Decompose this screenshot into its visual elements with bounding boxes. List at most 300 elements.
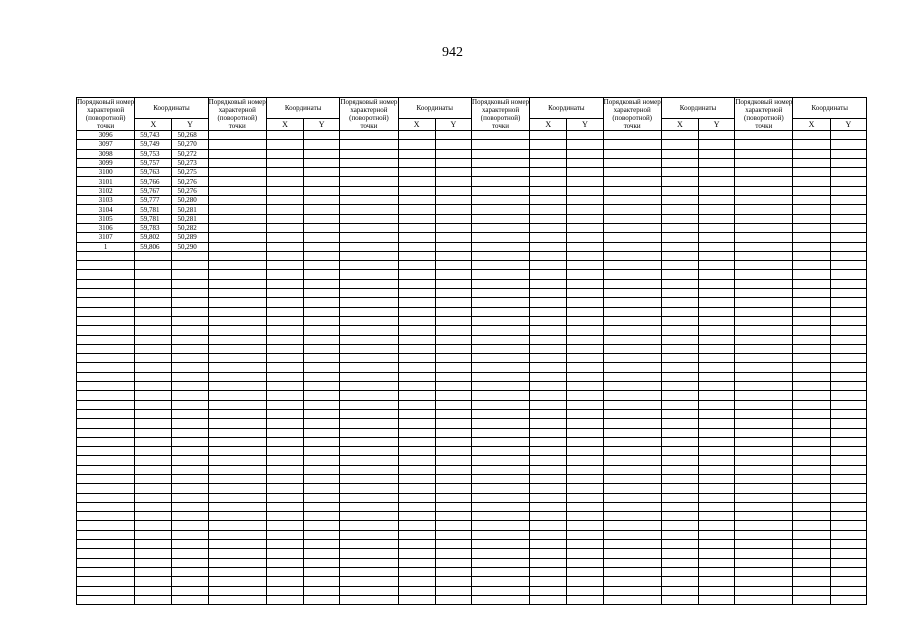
cell-point-number [735, 502, 793, 511]
table-row [77, 567, 867, 576]
cell-point-number [471, 279, 529, 288]
header-coordinates: Координаты [530, 98, 603, 119]
cell-y [172, 530, 208, 539]
cell-x [530, 502, 567, 511]
cell-y [699, 419, 735, 428]
header-point-number: Порядковый номер характерной (поворотной) точки [77, 98, 135, 130]
cell-y: 50,280 [172, 196, 208, 205]
cell-y [435, 595, 471, 604]
cell-y [172, 270, 208, 279]
cell-x [530, 251, 567, 260]
cell-x [793, 344, 830, 353]
cell-y [699, 400, 735, 409]
cell-point-number [735, 298, 793, 307]
cell-point-number [471, 549, 529, 558]
cell-y [567, 196, 603, 205]
cell-x [793, 363, 830, 372]
cell-point-number [471, 307, 529, 316]
cell-point-number [77, 437, 135, 446]
cell-point-number [603, 186, 661, 195]
cell-x [266, 242, 303, 251]
cell-y [435, 530, 471, 539]
header-x: X [793, 119, 830, 131]
cell-x [793, 307, 830, 316]
cell-x [266, 186, 303, 195]
cell-y [435, 158, 471, 167]
cell-point-number: 3105 [77, 214, 135, 223]
cell-point-number [77, 484, 135, 493]
cell-point-number [208, 502, 266, 511]
cell-y: 50,290 [172, 242, 208, 251]
cell-x [661, 530, 698, 539]
cell-y [567, 465, 603, 474]
cell-point-number [471, 372, 529, 381]
cell-point-number [603, 205, 661, 214]
cell-x [530, 326, 567, 335]
cell-y [830, 140, 866, 149]
cell-x [398, 382, 435, 391]
cell-point-number: 3106 [77, 223, 135, 232]
cell-y [435, 382, 471, 391]
cell-y [567, 149, 603, 158]
cell-x [398, 326, 435, 335]
cell-point-number [208, 530, 266, 539]
cell-y [567, 400, 603, 409]
cell-point-number [471, 419, 529, 428]
cell-point-number [208, 465, 266, 474]
cell-y [172, 363, 208, 372]
cell-y [567, 168, 603, 177]
cell-point-number [208, 186, 266, 195]
cell-y [435, 316, 471, 325]
cell-point-number [340, 158, 398, 167]
table-row [77, 540, 867, 549]
table-row [77, 158, 867, 167]
cell-point-number [603, 140, 661, 149]
cell-point-number [603, 251, 661, 260]
cell-x [530, 391, 567, 400]
cell-y [830, 530, 866, 539]
cell-point-number [208, 484, 266, 493]
cell-point-number [340, 428, 398, 437]
cell-x [793, 437, 830, 446]
cell-x [793, 149, 830, 158]
cell-x [661, 391, 698, 400]
cell-x [398, 549, 435, 558]
cell-point-number [471, 474, 529, 483]
cell-y [830, 261, 866, 270]
cell-y [699, 595, 735, 604]
cell-y [304, 131, 340, 140]
cell-point-number [340, 363, 398, 372]
cell-point-number [603, 307, 661, 316]
cell-point-number [340, 567, 398, 576]
header-point-number: Порядковый номер характерной (поворотной) точки [603, 98, 661, 130]
cell-x [266, 493, 303, 502]
cell-y [830, 372, 866, 381]
cell-y [435, 419, 471, 428]
cell-point-number [340, 335, 398, 344]
table-row [77, 512, 867, 521]
cell-point-number [471, 186, 529, 195]
cell-point-number [77, 447, 135, 456]
cell-x [530, 354, 567, 363]
cell-point-number [735, 363, 793, 372]
cell-x [135, 437, 172, 446]
cell-point-number [77, 465, 135, 474]
cell-y [435, 549, 471, 558]
cell-y [435, 558, 471, 567]
cell-point-number [208, 140, 266, 149]
header-point-number: Порядковый номер характерной (поворотной) точки [735, 98, 793, 130]
cell-x [661, 437, 698, 446]
cell-y [567, 409, 603, 418]
cell-y [567, 456, 603, 465]
cell-y [304, 512, 340, 521]
cell-y [172, 428, 208, 437]
cell-point-number [603, 521, 661, 530]
cell-x [266, 382, 303, 391]
cell-point-number [340, 456, 398, 465]
cell-x [793, 177, 830, 186]
cell-x [398, 400, 435, 409]
cell-y [567, 484, 603, 493]
cell-x [793, 595, 830, 604]
cell-point-number [77, 474, 135, 483]
table-row [77, 382, 867, 391]
cell-y [567, 540, 603, 549]
cell-point-number [340, 186, 398, 195]
cell-x [530, 493, 567, 502]
cell-y [435, 289, 471, 298]
header-coordinates: Координаты [135, 98, 208, 119]
cell-point-number [471, 158, 529, 167]
cell-x [266, 419, 303, 428]
cell-x [530, 261, 567, 270]
table-row [77, 521, 867, 530]
cell-point-number [208, 409, 266, 418]
cell-point-number [735, 158, 793, 167]
table-row [77, 168, 867, 177]
cell-y [567, 474, 603, 483]
cell-y [699, 326, 735, 335]
table-row [77, 326, 867, 335]
cell-x [530, 400, 567, 409]
cell-x [530, 465, 567, 474]
cell-point-number [735, 307, 793, 316]
cell-y [435, 465, 471, 474]
cell-y [304, 354, 340, 363]
cell-x [530, 419, 567, 428]
cell-point-number [77, 586, 135, 595]
cell-x [398, 493, 435, 502]
table-row [77, 391, 867, 400]
cell-point-number [735, 549, 793, 558]
cell-x [661, 577, 698, 586]
cell-y [699, 484, 735, 493]
cell-x [793, 186, 830, 195]
cell-x: 59,763 [135, 168, 172, 177]
cell-point-number [471, 428, 529, 437]
cell-y [435, 391, 471, 400]
cell-point-number: 3097 [77, 140, 135, 149]
cell-y [304, 279, 340, 288]
cell-y [304, 502, 340, 511]
cell-y [304, 196, 340, 205]
cell-x [398, 335, 435, 344]
cell-point-number: 3098 [77, 149, 135, 158]
cell-x [135, 326, 172, 335]
cell-y [435, 326, 471, 335]
cell-y [699, 140, 735, 149]
cell-x [135, 289, 172, 298]
cell-y [435, 354, 471, 363]
cell-point-number [208, 419, 266, 428]
cell-y [699, 558, 735, 567]
cell-x [661, 372, 698, 381]
cell-x [266, 158, 303, 167]
cell-y [699, 382, 735, 391]
table-row [77, 251, 867, 260]
cell-point-number [735, 344, 793, 353]
cell-x [793, 289, 830, 298]
table-row [77, 140, 867, 149]
cell-x [793, 298, 830, 307]
cell-y [304, 205, 340, 214]
cell-point-number [340, 447, 398, 456]
cell-y [567, 205, 603, 214]
cell-y [567, 595, 603, 604]
cell-point-number [735, 419, 793, 428]
cell-x [661, 158, 698, 167]
cell-x [266, 428, 303, 437]
cell-x [530, 140, 567, 149]
cell-x [266, 261, 303, 270]
cell-x [530, 149, 567, 158]
cell-y [304, 233, 340, 242]
cell-point-number [208, 196, 266, 205]
cell-point-number [208, 382, 266, 391]
cell-point-number [603, 530, 661, 539]
cell-y [304, 484, 340, 493]
cell-x [661, 344, 698, 353]
cell-point-number [471, 261, 529, 270]
cell-y [304, 382, 340, 391]
cell-y [304, 251, 340, 260]
cell-y [830, 400, 866, 409]
cell-x [266, 586, 303, 595]
cell-x [135, 279, 172, 288]
cell-y [435, 307, 471, 316]
cell-y [830, 456, 866, 465]
cell-y [172, 567, 208, 576]
cell-y: 50,275 [172, 168, 208, 177]
cell-y [435, 586, 471, 595]
table-row [77, 558, 867, 567]
cell-x [266, 279, 303, 288]
cell-y [304, 586, 340, 595]
cell-x [266, 372, 303, 381]
cell-y [699, 344, 735, 353]
cell-x [135, 558, 172, 567]
cell-point-number: 3107 [77, 233, 135, 242]
cell-x [398, 447, 435, 456]
cell-y [699, 270, 735, 279]
cell-y [172, 335, 208, 344]
cell-point-number [208, 549, 266, 558]
cell-point-number [77, 595, 135, 604]
table-row [77, 493, 867, 502]
cell-x [398, 428, 435, 437]
cell-x [530, 279, 567, 288]
table-row [77, 196, 867, 205]
cell-x [793, 409, 830, 418]
cell-x [266, 530, 303, 539]
cell-y [830, 595, 866, 604]
cell-point-number [471, 326, 529, 335]
cell-y [830, 131, 866, 140]
cell-x [793, 447, 830, 456]
cell-point-number [77, 354, 135, 363]
cell-y [304, 540, 340, 549]
cell-point-number [77, 419, 135, 428]
cell-y: 50,282 [172, 223, 208, 232]
cell-point-number [735, 567, 793, 576]
cell-x [661, 382, 698, 391]
cell-point-number: 3101 [77, 177, 135, 186]
cell-y [699, 540, 735, 549]
cell-x [398, 168, 435, 177]
cell-point-number [208, 344, 266, 353]
cell-y [435, 447, 471, 456]
cell-x [793, 558, 830, 567]
cell-y [435, 400, 471, 409]
table-row [77, 447, 867, 456]
cell-x [530, 595, 567, 604]
cell-point-number [208, 223, 266, 232]
header-coordinates: Координаты [793, 98, 867, 119]
cell-x [793, 540, 830, 549]
cell-point-number [340, 484, 398, 493]
cell-x [398, 140, 435, 149]
cell-y [172, 307, 208, 316]
cell-x [266, 196, 303, 205]
cell-y [172, 372, 208, 381]
cell-x [266, 168, 303, 177]
cell-y [830, 567, 866, 576]
cell-x [266, 307, 303, 316]
cell-x [793, 168, 830, 177]
cell-point-number [340, 530, 398, 539]
cell-point-number [77, 391, 135, 400]
cell-point-number [603, 382, 661, 391]
cell-x [398, 437, 435, 446]
table-row [77, 372, 867, 381]
cell-y: 50,276 [172, 177, 208, 186]
cell-x [530, 242, 567, 251]
cell-point-number [603, 158, 661, 167]
cell-y [435, 186, 471, 195]
cell-point-number [471, 437, 529, 446]
cell-x [661, 131, 698, 140]
cell-y [304, 391, 340, 400]
cell-point-number [208, 326, 266, 335]
cell-point-number [471, 242, 529, 251]
cell-y [172, 577, 208, 586]
cell-x [266, 270, 303, 279]
cell-y [304, 214, 340, 223]
cell-x [135, 474, 172, 483]
cell-point-number [603, 363, 661, 372]
cell-point-number [208, 354, 266, 363]
cell-y [567, 214, 603, 223]
cell-x [793, 140, 830, 149]
cell-x [266, 400, 303, 409]
cell-point-number [340, 372, 398, 381]
cell-y [567, 586, 603, 595]
cell-y [567, 428, 603, 437]
cell-point-number [471, 177, 529, 186]
cell-y [699, 456, 735, 465]
cell-x [530, 186, 567, 195]
cell-y [830, 298, 866, 307]
cell-x [266, 316, 303, 325]
cell-point-number [471, 530, 529, 539]
cell-y [830, 419, 866, 428]
cell-x [661, 419, 698, 428]
cell-y [699, 316, 735, 325]
cell-point-number [603, 289, 661, 298]
cell-point-number [77, 493, 135, 502]
cell-x [398, 567, 435, 576]
cell-x [266, 540, 303, 549]
cell-x [135, 335, 172, 344]
cell-point-number [208, 447, 266, 456]
cell-point-number [208, 558, 266, 567]
table-row [77, 233, 867, 242]
cell-y [172, 409, 208, 418]
cell-y [435, 512, 471, 521]
cell-y [830, 502, 866, 511]
cell-point-number [77, 428, 135, 437]
cell-x [398, 158, 435, 167]
cell-point-number [603, 344, 661, 353]
cell-point-number [340, 391, 398, 400]
cell-y [304, 289, 340, 298]
cell-x [661, 140, 698, 149]
cell-y [830, 577, 866, 586]
cell-y [830, 512, 866, 521]
cell-point-number [735, 586, 793, 595]
cell-x [793, 223, 830, 232]
cell-x [266, 205, 303, 214]
cell-x: 59,767 [135, 186, 172, 195]
header-y: Y [435, 119, 471, 131]
cell-x [398, 270, 435, 279]
cell-point-number [471, 447, 529, 456]
cell-x [530, 409, 567, 418]
cell-x [661, 335, 698, 344]
cell-x [661, 307, 698, 316]
cell-x [398, 279, 435, 288]
cell-point-number: 3100 [77, 168, 135, 177]
cell-y [830, 289, 866, 298]
cell-x [266, 567, 303, 576]
cell-x: 59,781 [135, 205, 172, 214]
cell-y [304, 493, 340, 502]
cell-y [830, 223, 866, 232]
cell-x [135, 354, 172, 363]
